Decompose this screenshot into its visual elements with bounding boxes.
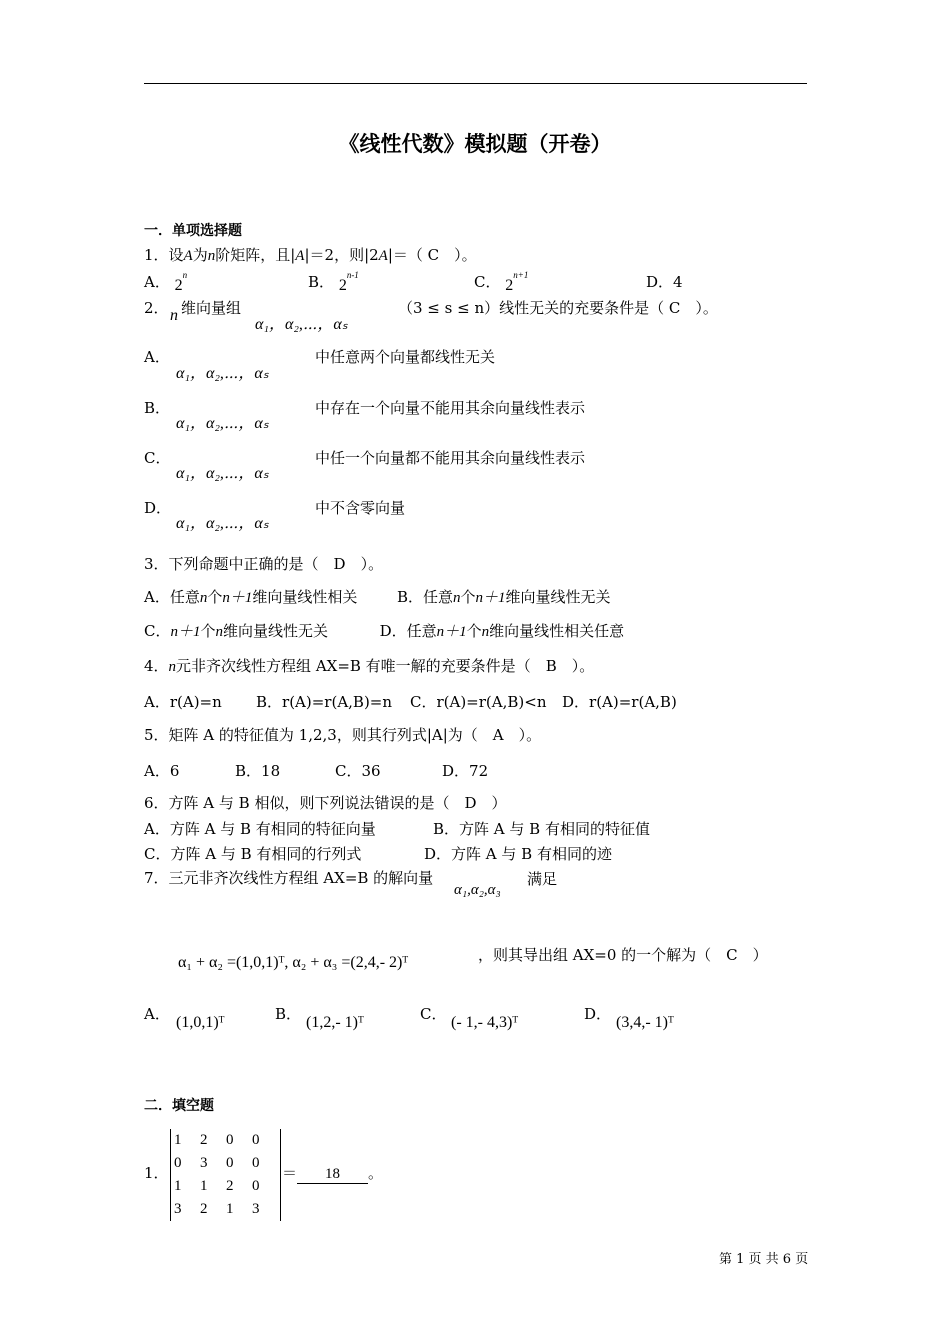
- q3-opt-d: D．任意: [379, 622, 437, 640]
- q7-option-b-vector: (1,2,- 1)ᵀ: [306, 1014, 364, 1031]
- q3-opt-d-ge: 个: [466, 622, 482, 640]
- q2-option-b-text: 中存在一个向量不能用其余向量线性表示: [315, 399, 586, 417]
- q2-vector-set: α₁，α₂,⋯，αₛ: [255, 316, 348, 333]
- q6-stem: 6．方阵 A 与 B 相似，则下列说法错误的是（ D ）: [144, 794, 507, 812]
- q1-option-b-label: B．: [308, 273, 335, 291]
- matrix-cell: 0: [252, 1155, 260, 1171]
- q7-option-c-vector: (- 1,- 4,3)ᵀ: [451, 1014, 519, 1031]
- q1-option-c-exp: n+1: [513, 270, 529, 280]
- q7-stem-end: 满足: [527, 870, 558, 888]
- q1-option-c-base: 2: [505, 277, 514, 294]
- q1-option-d: D．4: [646, 273, 683, 291]
- q7-option-a-vector: (1,0,1)ᵀ: [176, 1014, 225, 1031]
- q4-text: 元非齐次线性方程组 AX=B 有唯一解的充要条件是（ B ）。: [176, 657, 595, 675]
- q1-text-e: |＝（ C ）。: [387, 246, 477, 264]
- section-heading-fill: 二．填空题: [144, 1098, 214, 1114]
- q6-option-c: C．方阵 A 与 B 有相同的行列式: [144, 845, 362, 863]
- matrix-cell: 2: [226, 1178, 234, 1194]
- q4-num: 4．: [144, 657, 169, 675]
- q1-option-a: [144, 271, 187, 292]
- q2-number: 2．: [144, 299, 169, 317]
- q3-stem: 3．下列命题中正确的是（ D ）。: [144, 555, 384, 573]
- fill-q1-number: 1．: [144, 1164, 169, 1182]
- q3-opt-a: A．任意: [144, 588, 200, 606]
- matrix-cell: 1: [200, 1178, 208, 1194]
- q2-option-d-vectors: α₁，α₂,⋯，αₛ: [176, 515, 269, 532]
- q5-option-a: A．6: [144, 762, 180, 780]
- header-rule: [144, 83, 807, 84]
- determinant-matrix: [170, 1129, 281, 1221]
- q4-option-a: A．r(A)=n: [144, 693, 222, 711]
- q7-option-a-label: A．: [144, 1005, 170, 1023]
- matrix-cell: 3: [200, 1155, 208, 1171]
- q1-var-n: n: [207, 248, 216, 264]
- q2-option-b-vectors: α₁，α₂,⋯，αₛ: [176, 415, 269, 432]
- q3-opt-a-tail: 维向量线性相关: [252, 588, 358, 606]
- q2-option-a-text: 中任意两个向量都线性无关: [315, 348, 496, 366]
- q5-option-d: D．72: [442, 762, 489, 780]
- q1-text-b: 为: [192, 246, 208, 264]
- matrix-cell: 2: [200, 1201, 208, 1217]
- matrix-cell: 3: [252, 1201, 260, 1217]
- matrix-cell: 0: [226, 1155, 234, 1171]
- q1-option-c: [474, 271, 528, 292]
- q4-stem: [144, 656, 594, 677]
- fill-q1-period: 。: [368, 1164, 384, 1182]
- q3-opt-b-tail: 维向量线性无关: [505, 588, 611, 606]
- matrix-row: [174, 1152, 278, 1175]
- q2-option-c-label: C．: [144, 449, 171, 467]
- matrix-row: [174, 1175, 278, 1198]
- q3-opt-a-ge: 个: [207, 588, 223, 606]
- matrix-row: [174, 1129, 278, 1152]
- q3-opt-d-n1: n＋1: [436, 624, 467, 640]
- q3-options-row2: [144, 621, 624, 642]
- q2-option-a-label: A．: [144, 348, 170, 366]
- matrix-cell: 1: [174, 1132, 182, 1148]
- page-title: 《线性代数》模拟题（开卷）: [338, 132, 612, 156]
- q1-option-a-base: 2: [174, 277, 183, 294]
- q3-opt-c-n: n: [215, 624, 224, 640]
- q3-opt-d-n: n: [481, 624, 490, 640]
- question-1-stem: [144, 245, 477, 266]
- q3-opt-c-n1: n＋1: [170, 624, 201, 640]
- q1-var-a3: A: [378, 248, 388, 264]
- q7-option-c-label: C．: [420, 1005, 447, 1023]
- q2-text-a: 维向量组: [181, 299, 242, 317]
- q3-options-row1: [144, 587, 611, 608]
- q1-text-c: 阶矩阵，且|: [215, 246, 296, 264]
- q3-opt-b-ge: 个: [460, 588, 476, 606]
- matrix-cell: 0: [252, 1132, 260, 1148]
- matrix-cell: 0: [174, 1155, 182, 1171]
- q6-option-b: B．方阵 A 与 B 有相同的特征值: [433, 820, 650, 838]
- q2-option-c-text: 中任一个向量都不能用其余向量线性表示: [315, 449, 586, 467]
- q2-var-n: n: [170, 307, 178, 324]
- q1-var-a2: A: [295, 248, 305, 264]
- q3-opt-b: B．任意: [396, 588, 453, 606]
- matrix-cell: 1: [174, 1178, 182, 1194]
- q5-stem: 5．矩阵 A 的特征值为 1,2,3，则其行列式|A|为（ A ）。: [144, 726, 542, 744]
- q7-option-d-label: D．: [584, 1005, 612, 1023]
- q4-option-d: D．r(A)=r(A,B): [562, 693, 677, 711]
- q4-var-n: n: [168, 659, 177, 675]
- matrix-cell: 0: [226, 1132, 234, 1148]
- matrix-cell: 0: [252, 1178, 260, 1194]
- q5-option-b: B．18: [235, 762, 281, 780]
- q7-equation-tail: ，则其导出组 AX=0 的一个解为（ C ）: [478, 946, 768, 964]
- q3-opt-c: C．: [144, 622, 171, 640]
- q2-option-d-label: D．: [144, 499, 172, 517]
- q2-option-b-label: B．: [144, 399, 171, 417]
- q7-stem: 7．三元非齐次线性方程组 AX=B 的解向量: [144, 869, 434, 887]
- q2-condition: （3 ≤ s ≤ n）线性无关的充要条件是（ C ）。: [398, 299, 718, 317]
- section-heading-choice: 一．单项选择题: [144, 223, 242, 239]
- q1-option-b-base: 2: [338, 277, 347, 294]
- q3-opt-a-n1: n＋1: [222, 590, 253, 606]
- q7-equation: α₁ + α₂ =(1,0,1)ᵀ, α₂ + α₃ =(2,4,- 2)ᵀ: [178, 954, 409, 971]
- q7-option-b-label: B．: [275, 1005, 302, 1023]
- matrix-cell: 3: [174, 1201, 182, 1217]
- q4-option-c: C．r(A)=r(A,B)<n: [410, 693, 547, 711]
- q1-text-a: 1．设: [144, 246, 184, 264]
- matrix-cell: 1: [226, 1201, 234, 1217]
- q3-opt-a-n: n: [199, 590, 208, 606]
- q3-opt-c-ge: 个: [200, 622, 216, 640]
- q1-option-b-exp: n-1: [346, 270, 359, 280]
- q7-option-d-vector: (3,4,- 1)ᵀ: [616, 1014, 674, 1031]
- q2-option-d-text: 中不含零向量: [315, 499, 406, 517]
- fill-q1-answer-line: [282, 1162, 383, 1184]
- q6-option-a: A．方阵 A 与 B 有相同的特征向量: [144, 820, 376, 838]
- q1-option-b: [308, 271, 359, 292]
- q6-option-d: D．方阵 A 与 B 有相同的迹: [424, 845, 612, 863]
- q1-text-d: |＝2，则|2: [304, 246, 379, 264]
- q1-option-c-label: C．: [474, 273, 501, 291]
- q2-option-c-vectors: α₁，α₂,⋯，αₛ: [176, 465, 269, 482]
- equals-sign: ＝: [282, 1164, 298, 1182]
- page-footer: 第 1 页 共 6 页: [719, 1252, 809, 1267]
- q3-opt-b-n1: n＋1: [475, 590, 506, 606]
- q5-option-c: C．36: [335, 762, 381, 780]
- q7-solution-vectors: α₁,α₂,α₃: [454, 882, 501, 898]
- q3-opt-d-tail: 维向量线性相关任意: [489, 622, 625, 640]
- q3-opt-b-n: n: [452, 590, 461, 606]
- q4-option-b: B．r(A)=r(A,B)=n: [256, 693, 393, 711]
- q1-option-a-label: A．: [144, 273, 170, 291]
- matrix-cell: 2: [200, 1132, 208, 1148]
- matrix-row: [174, 1198, 278, 1221]
- q1-option-a-exp: n: [182, 270, 188, 280]
- fill-q1-answer: 18: [297, 1166, 368, 1184]
- q1-var-a: A: [183, 248, 193, 264]
- q3-opt-c-tail: 维向量线性无关: [223, 622, 329, 640]
- q2-option-a-vectors: α₁，α₂,⋯，αₛ: [176, 365, 269, 382]
